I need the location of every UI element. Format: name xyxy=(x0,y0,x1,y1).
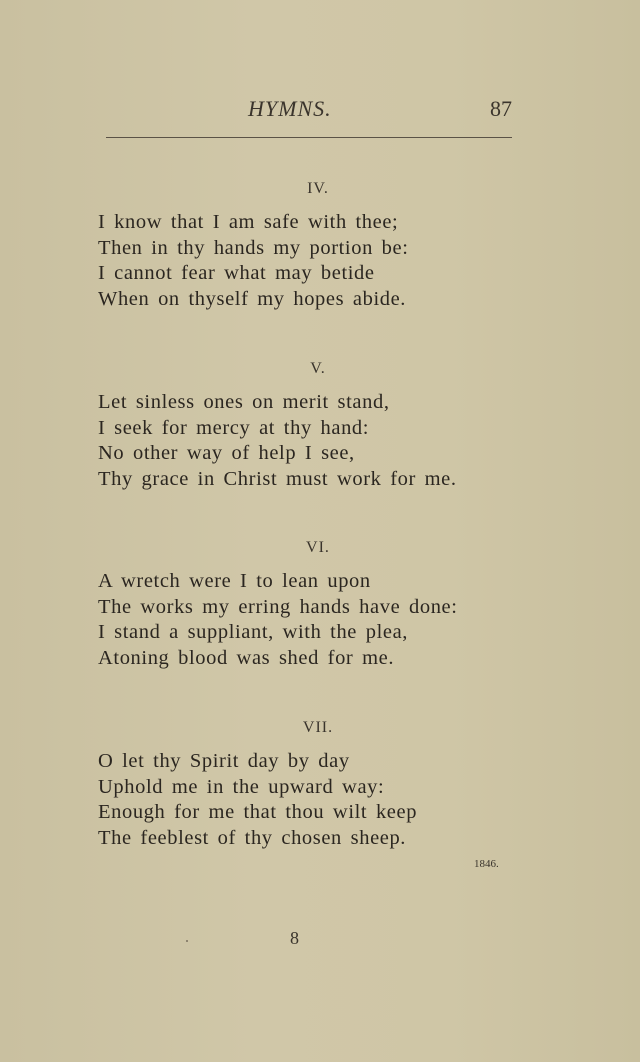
stanza-lines xyxy=(98,390,457,492)
verse-line: O let thy Spirit day by day xyxy=(98,750,350,772)
verse-line: Thy grace in Christ must work for me. xyxy=(98,467,457,490)
verse-line: I know that I am safe with thee; xyxy=(98,211,399,233)
stanza-numeral: IV. xyxy=(307,180,329,197)
verse-line: When on thyself my hopes abide. xyxy=(98,287,407,310)
header-rule xyxy=(106,137,512,138)
verse-line: Let sinless ones on merit stand, xyxy=(98,391,390,413)
signature-mark: 8 xyxy=(290,928,299,948)
verse-line: The works my erring hands have done: xyxy=(98,595,458,618)
running-title: HYMNS. xyxy=(248,96,332,121)
verse-line: I stand a suppliant, with the plea, xyxy=(98,621,408,643)
paper-speck xyxy=(186,940,188,942)
stanza-lines xyxy=(98,749,417,851)
stanza-numeral: V. xyxy=(310,360,326,377)
stanza-lines xyxy=(98,210,409,312)
stanza-lines xyxy=(98,569,458,671)
verse-line: Atoning blood was shed for me. xyxy=(98,646,395,669)
verse-line: Then in thy hands my portion be: xyxy=(98,236,409,259)
stanza-numeral: VI. xyxy=(306,539,330,556)
stanza-numeral: VII. xyxy=(302,719,334,736)
date-note: 1846. xyxy=(474,858,499,870)
verse-line: Enough for me that thou wilt keep xyxy=(98,801,418,823)
running-head xyxy=(0,96,640,126)
verse-line: Uphold me in the upward way: xyxy=(98,775,385,798)
verse-line: I seek for mercy at thy hand: xyxy=(98,416,370,439)
verse-line: A wretch were I to lean upon xyxy=(98,570,371,592)
verse-line: No other way of help I see, xyxy=(98,442,355,464)
verse-line: I cannot fear what may betide xyxy=(98,262,375,284)
verse-line: The feeblest of thy chosen sheep. xyxy=(98,826,407,849)
page-number: 87 xyxy=(490,96,512,121)
